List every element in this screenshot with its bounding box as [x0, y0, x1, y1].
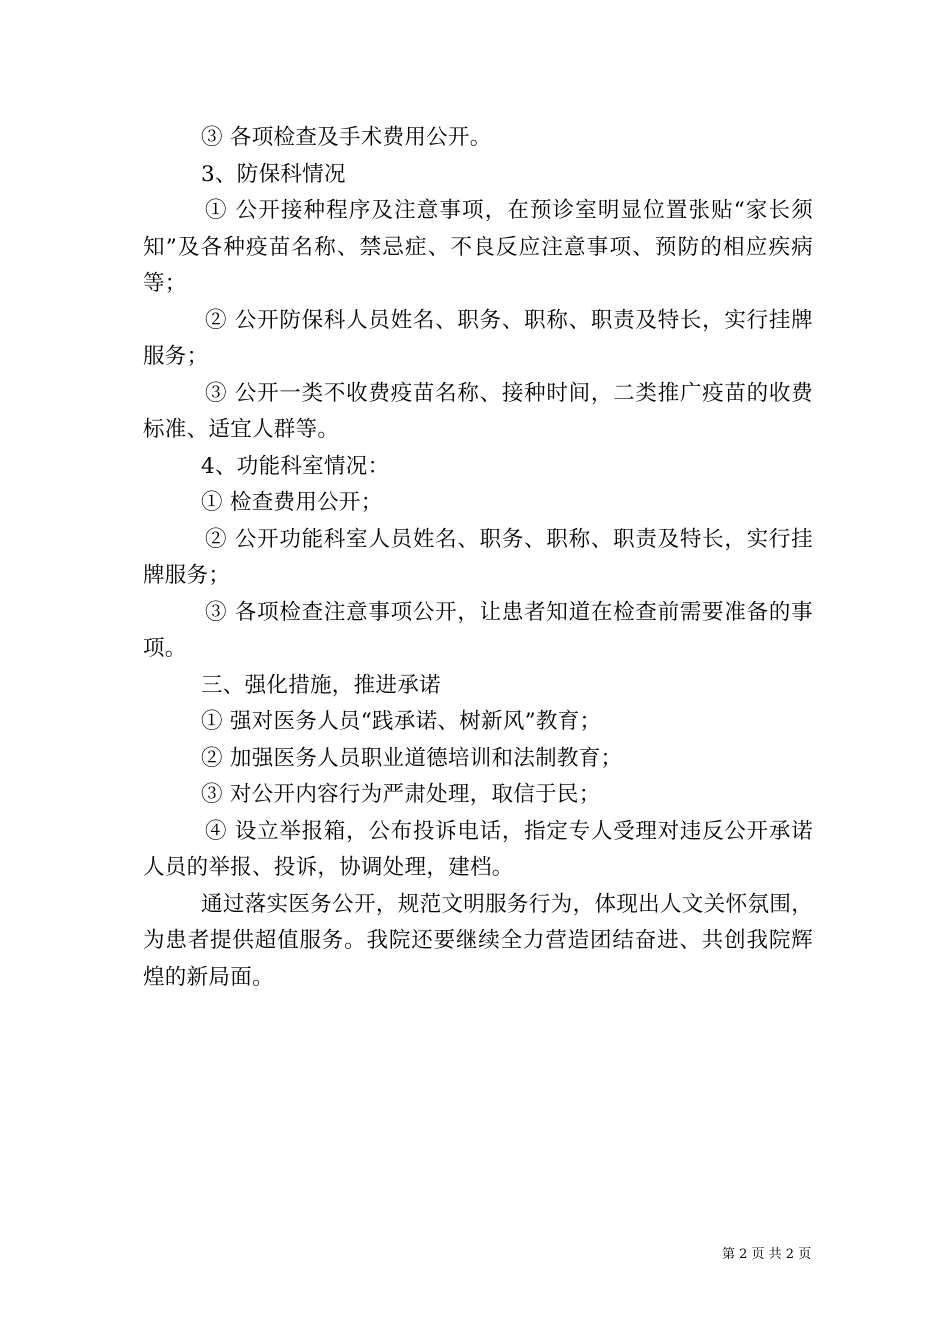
paragraph: ④ 设立举报箱，公布投诉电话，指定专人受理对违反公开承诺人员的举报、投诉，协调处理，建档。 — [143, 818, 813, 880]
paragraph: 通过落实医务公开，规范文明服务行为，体现出人文关怀氛围，为患者提供超值服务。我院还要继续全力营造团结奋进、共创我院辉煌的新局面。 — [143, 891, 813, 990]
paragraph: ② 加强医务人员职业道德培训和法制教育； — [201, 745, 623, 771]
section-heading: 3、防保科情况 — [201, 161, 346, 187]
section-heading: 4、功能科室情况： — [201, 453, 390, 479]
paragraph: ③ 对公开内容行为严肃处理，取信于民； — [201, 782, 601, 807]
paragraph: ② 公开功能科室人员姓名、职务、职称、职责及特长，实行挂牌服务； — [143, 526, 813, 588]
section-heading: 三、强化措施，推进承诺 — [201, 672, 441, 698]
paragraph: ② 公开防保科人员姓名、职务、职称、职责及特长，实行挂牌服务； — [143, 307, 813, 369]
paragraph: ① 检查费用公开； — [201, 490, 383, 515]
paragraph: ① 公开接种程序及注意事项，在预诊室明显位置张贴“家长须知”及各种疫苗名称、禁忌症、不良反应注意事项、预防的相应疾病等； — [143, 198, 813, 296]
paragraph: ③ 各项检查及手术费用公开。 — [201, 125, 492, 150]
page-number-footer: 第 2 页 共 2 页 — [722, 1247, 812, 1262]
paragraph: ① 强对医务人员“践承诺、树新风”教育； — [201, 709, 602, 734]
document-body — [143, 120, 813, 996]
paragraph: ③ 公开一类不收费疫苗名称、接种时间，二类推广疫苗的收费标准、适宜人群等。 — [143, 380, 813, 442]
paragraph: ③ 各项检查注意事项公开，让患者知道在检查前需要准备的事项。 — [143, 599, 813, 661]
